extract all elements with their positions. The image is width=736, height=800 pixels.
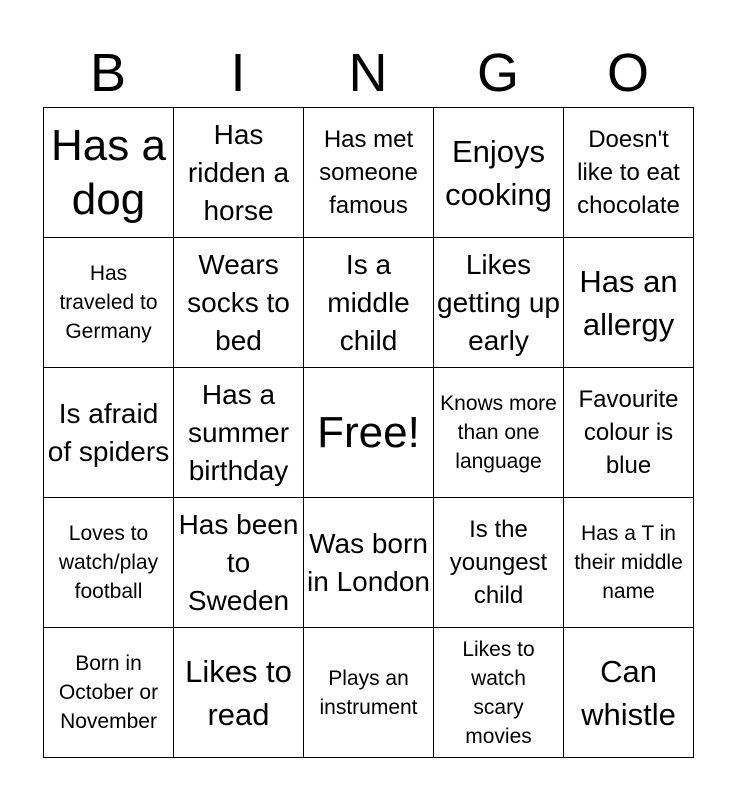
cell-text: Has ridden a horse bbox=[187, 118, 290, 226]
cell-text: Has a dog bbox=[51, 120, 166, 224]
cell-text: Knows more than one language bbox=[440, 392, 557, 473]
bingo-cell[interactable] bbox=[44, 368, 174, 498]
bingo-cell[interactable] bbox=[564, 238, 694, 368]
header-letter-o: O bbox=[606, 43, 649, 103]
bingo-cell[interactable] bbox=[174, 498, 304, 628]
bingo-header bbox=[43, 40, 693, 106]
bingo-cell[interactable] bbox=[44, 628, 174, 758]
bingo-cell[interactable] bbox=[434, 628, 564, 758]
bingo-cell[interactable] bbox=[564, 498, 694, 628]
cell-text: Doesn't like to eat chocolate bbox=[577, 126, 680, 219]
bingo-cell[interactable] bbox=[304, 498, 434, 628]
bingo-cell[interactable] bbox=[174, 628, 304, 758]
cell-text: Has a summer birthday bbox=[187, 378, 290, 486]
cell-text: Born in October or November bbox=[58, 652, 159, 733]
bingo-cell[interactable] bbox=[174, 238, 304, 368]
cell-text: Likes getting up early bbox=[437, 248, 560, 356]
bingo-cell[interactable] bbox=[304, 238, 434, 368]
cell-text: Has a T in their middle name bbox=[574, 522, 683, 603]
cell-text: Has met someone famous bbox=[319, 126, 418, 219]
bingo-cell[interactable] bbox=[564, 368, 694, 498]
cell-text: Plays an instrument bbox=[319, 666, 418, 719]
bingo-cell[interactable] bbox=[434, 108, 564, 238]
header-letter-n: N bbox=[348, 43, 388, 103]
bingo-cell[interactable] bbox=[434, 238, 564, 368]
bingo-grid bbox=[43, 107, 694, 758]
cell-text: Is the youngest child bbox=[449, 516, 548, 609]
bingo-cell[interactable] bbox=[174, 368, 304, 498]
bingo-cell[interactable] bbox=[174, 108, 304, 238]
cell-text: Favourite colour is blue bbox=[578, 386, 679, 479]
bingo-cell[interactable] bbox=[564, 628, 694, 758]
cell-text: Can whistle bbox=[581, 653, 676, 732]
cell-text: Has an allergy bbox=[579, 263, 678, 342]
cell-text: Was born in London bbox=[307, 527, 431, 597]
cell-text: Free! bbox=[317, 407, 420, 457]
cell-text: Wears socks to bed bbox=[187, 248, 290, 356]
bingo-cell[interactable] bbox=[564, 108, 694, 238]
cell-text: Has traveled to Germany bbox=[59, 262, 158, 343]
bingo-cell[interactable] bbox=[304, 628, 434, 758]
bingo-cell[interactable] bbox=[44, 108, 174, 238]
cell-text: Likes to watch scary movies bbox=[462, 637, 535, 748]
bingo-cell[interactable] bbox=[44, 498, 174, 628]
cell-text: Likes to read bbox=[185, 653, 292, 732]
cell-text: Has been to Sweden bbox=[178, 508, 299, 616]
bingo-cell[interactable] bbox=[434, 368, 564, 498]
cell-text: Loves to watch/play football bbox=[58, 522, 159, 603]
cell-text: Enjoys cooking bbox=[445, 133, 552, 212]
cell-text: Is afraid of spiders bbox=[47, 397, 170, 467]
header-letter-g: G bbox=[476, 43, 519, 103]
bingo-cell[interactable] bbox=[304, 108, 434, 238]
bingo-cell[interactable] bbox=[44, 238, 174, 368]
bingo-cell[interactable] bbox=[434, 498, 564, 628]
header-letter-b: B bbox=[89, 43, 127, 103]
cell-text: Is a middle child bbox=[327, 248, 410, 356]
free-cell[interactable] bbox=[304, 368, 434, 498]
header-letter-i: I bbox=[230, 43, 246, 103]
